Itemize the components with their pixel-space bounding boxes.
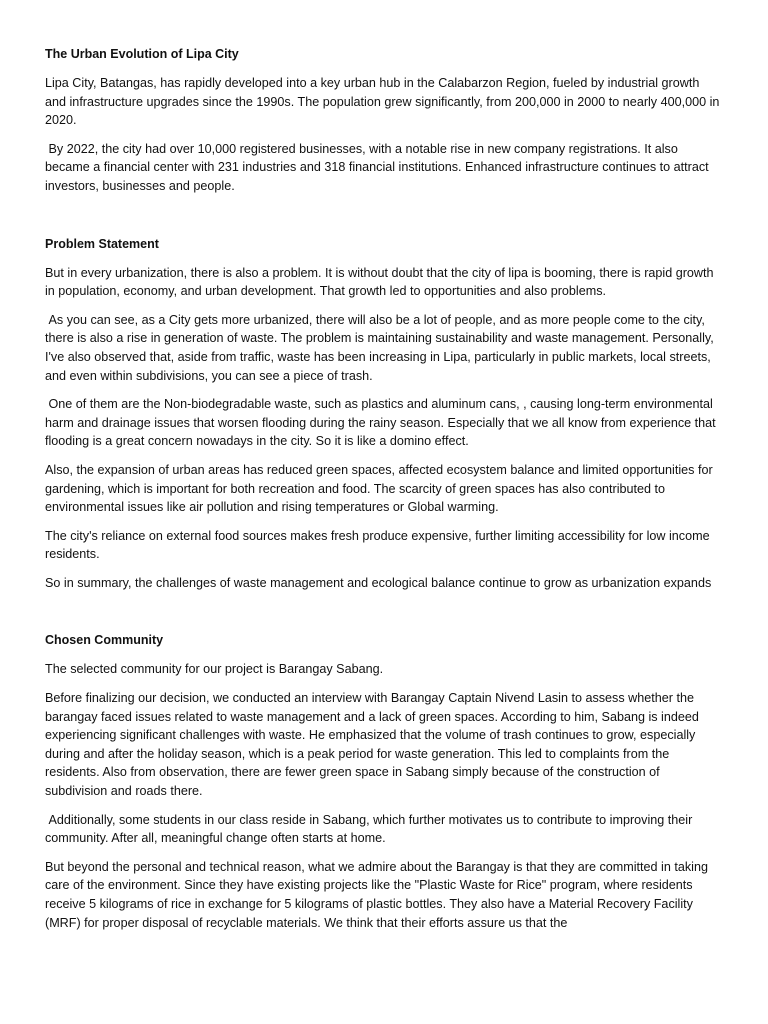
paragraph: By 2022, the city had over 10,000 registered businesses, with a notable rise in new company registrations. It also became a financial center with 231 industries and 318 financial institutions. Enhanced infrastructure continues to attract investors, businesses and people. [45,141,713,193]
document-page [45,45,723,942]
paragraph: Before finalizing our decision, we conducted an interview with Barangay Captain Nivend Lasin to assess whether the barangay faced issues related to waste management and a lack of green spaces. According to him, Sabang is indeed experiencing significant challenges with waste. He emphasized that the volume of trash continues to grow, especially during and after the holiday season, which is a peak period for waste generation. This led to complaints from the residents. Also from observation, there are fewer green space in Sabang simply because of the construction of subdivision and roads there. [45,691,703,799]
section-urban-evolution [45,45,723,196]
paragraph: The city's reliance on external food sources makes fresh produce expensive, further limiting accessibility for low income residents. [45,528,714,562]
section-spacer [45,602,723,631]
paragraph: Lipa City, Batangas, has rapidly developed into a key urban hub in the Calabarzon Region, fueled by industrial growth and infrastructure upgrades since the 1990s. The population grew significantly, from 200,000 in 2000 to nearly 400,000 in 2020. [45,76,723,128]
section-heading: Chosen Community [45,633,164,648]
paragraph: Also, the expansion of urban areas has reduced green spaces, affected ecosystem balance and limited opportunities for gardening, which is important for both recreation and food. The scarcity of green spaces has also contributed to environmental issues like air pollution and rising temperatures or Global warming. [45,462,717,515]
paragraph: Additionally, some students in our class reside in Sabang, which further motivates us to contribute to improving their community. After all, meaningful change often starts at home. [45,812,696,846]
section-problem-statement [45,235,723,593]
paragraph: So in summary, the challenges of waste management and ecological balance continue to grow as urbanization expands [45,575,712,590]
section-spacer [45,206,723,235]
paragraph: As you can see, as a City gets more urbanized, there will also be a lot of people, and as more people come to the city, there is also a rise in generation of waste. The problem is maintaining sustainability and waste management. Personally, I've also observed that, aside from traffic, waste has been increasing in Lipa, particularly in public markets, local streets, and even within subdivisions, you can see a piece of trash. [45,312,718,383]
section-heading: The Urban Evolution of Lipa City [45,47,239,61]
section-chosen-community [45,631,723,932]
paragraph: The selected community for our project is Barangay Sabang. [45,662,384,677]
paragraph: But beyond the personal and technical reason, what we admire about the Barangay is that they are committed in taking care of the environment. Since they have existing projects like the "Plastic Waste for Rice" program, where residents receive 5 kilograms of rice in exchange for 5 kilograms of plastic bottles. They also have a Material Recovery Facility (MRF) for proper disposal of recyclable materials. We think that their efforts assure us that the [45,859,712,930]
section-heading: Problem Statement [45,236,159,251]
paragraph: But in every urbanization, there is also a problem. It is without doubt that the city of lipa is booming, there is rapid growth in population, economy, and urban development. That growth led to opportunities and also problems. [45,265,718,299]
paragraph: One of them are the Non-biodegradable waste, such as plastics and aluminum cans, , causing long-term environmental harm and drainage issues that worsen flooding during the rainy season. Especially that we all know from experience that flooding is a great concern nowadays in the city. So it is like a domino effect. [45,397,720,449]
